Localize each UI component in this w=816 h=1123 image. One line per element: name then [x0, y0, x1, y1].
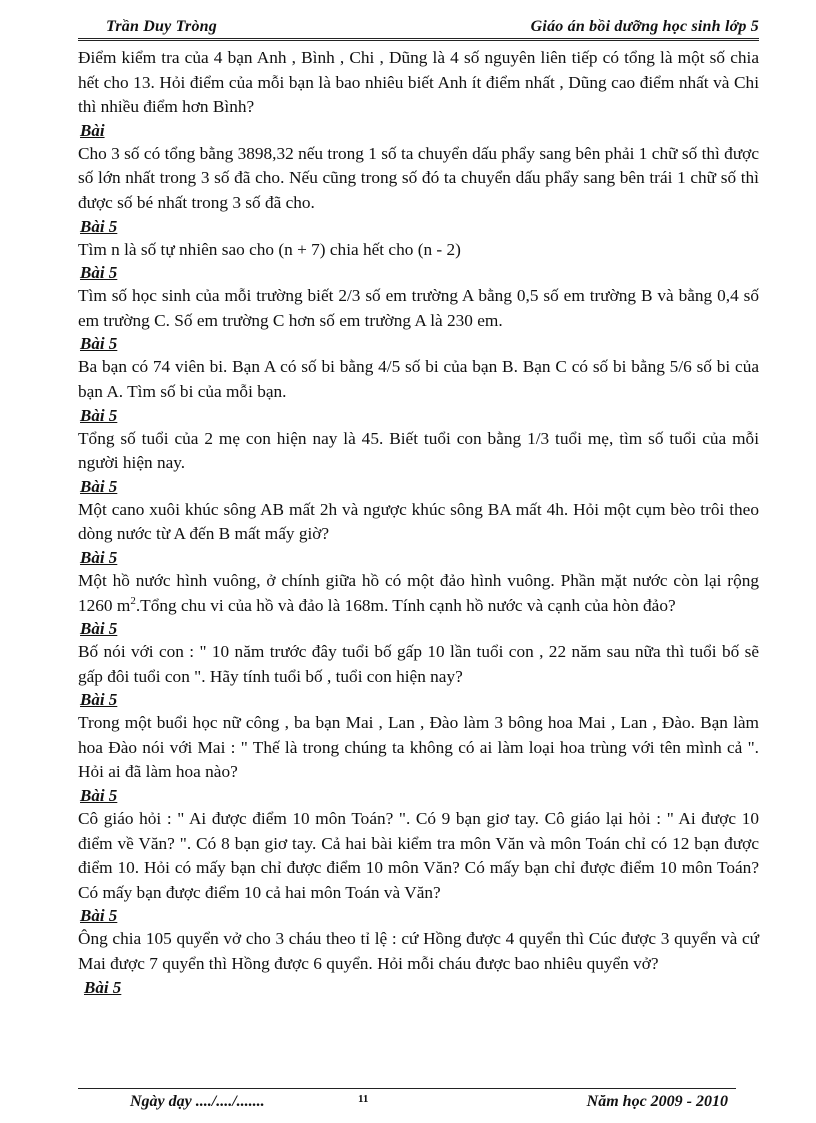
footer-date: Ngày dạy ..../..../....... — [130, 1093, 265, 1110]
header-divider — [78, 38, 759, 41]
problem-text-part: Một hồ nước hình vuông, ở chính giữa hồ có một đảo hình vuông. Phần mặt nước còn lại rộng 1260 m — [78, 570, 759, 615]
problem-title: Bài 5 — [80, 263, 118, 283]
problem-text: Ông chia 105 quyển vở cho 3 cháu theo tỉ lệ : cứ Hồng được 4 quyển thì Cúc được 3 quyển và cứ Mai được 7 quyển thì Hồng được 6 quyển. Hỏi mỗi cháu được bao nhiêu quyển vở? — [78, 929, 759, 974]
problem-text: Tổng số tuổi của 2 mẹ con hiện nay là 45. Biết tuổi con bằng 1/3 tuổi mẹ, tìm số tuổi của mỗi người hiện nay. — [78, 428, 759, 473]
superscript: 2 — [130, 594, 136, 607]
document-body — [78, 46, 759, 999]
problem-text: Tìm số học sinh của mỗi trường biết 2/3 số em trường A bằng 0,5 số em trường B và bằng 0,4 số em trường C. Số em trường C hơn số em trường A là 230 em. — [78, 286, 759, 330]
header-author: Trần Duy Tròng — [106, 18, 217, 35]
problem-title: Bài 5 — [80, 906, 118, 926]
problem-title: Bài 5 — [80, 216, 118, 236]
problem-title: Bài 5 — [80, 476, 118, 496]
problem-title: Bài 5 — [80, 405, 118, 425]
problem-title: Bài 5 — [80, 547, 118, 567]
problem-text: Cô giáo hỏi : " Ai được điểm 10 môn Toán? ". Có 9 bạn giơ tay. Cô giáo lại hỏi : " Ai được 10 điểm về Văn? ". Có 8 bạn giơ tay. Cả hai bài kiểm tra môn Văn và môn Toán chỉ có 12 bạn được điểm 10. Hỏi có mấy bạn chỉ được điểm 10 môn Văn? Có mấy bạn chỉ được điểm 10 môn Toán? Có mấy bạn được điểm 10 cả hai môn Toán và Văn? — [78, 809, 759, 902]
footer-divider — [78, 1088, 736, 1089]
footer-school-year: Năm học 2009 - 2010 — [586, 1093, 728, 1110]
problem-title: Bài 5 — [84, 977, 122, 997]
page-footer — [78, 1093, 736, 1115]
problem-text-part: .Tổng chu vi của hồ và đảo là 168m. Tính cạnh hồ nước và cạnh của hòn đảo? — [135, 595, 676, 615]
problem-text: Một cano xuôi khúc sông AB mất 2h và ngược khúc sông BA mất 4h. Hỏi một cụm bèo trôi theo dòng nước từ A đến B mất mấy giờ? — [78, 499, 759, 544]
page-header — [78, 16, 759, 38]
problem-text: Ba bạn có 74 viên bi. Bạn A có số bi bằng 4/5 số bi của bạn B. Bạn C có số bi bằng 5/6 số bi của bạn A. Tìm số bi của mỗi bạn. — [78, 357, 759, 401]
problem-text: Bố nói với con : " 10 năm trước đây tuổi bố gấp 10 lần tuổi con , 22 năm sau nữa thì tuổi bố sẽ gấp đôi tuổi con ". Hãy tính tuổi bố , tuổi con hiện nay? — [78, 642, 759, 686]
problem-title: Bài 5 — [80, 690, 118, 710]
page-number: 11 — [358, 1093, 369, 1105]
header-title: Giáo án bồi dưỡng học sinh lớp 5 — [530, 18, 759, 35]
problem-title: Bài 5 — [80, 619, 118, 639]
problem-title: Bài — [80, 120, 105, 140]
problem-text: Trong một buổi học nữ công , ba bạn Mai , Lan , Đào làm 3 bông hoa Mai , Lan , Đào. Bạn làm hoa Đào nói với Mai : " Thế là trong chúng ta không có ai làm loại hoa trùng với tên mình cả ". Hỏi ai đã làm hoa nào? — [78, 713, 759, 782]
problem-title: Bài 5 — [80, 786, 118, 806]
problem-text — [78, 569, 759, 618]
problem-text: Điểm kiểm tra của 4 bạn Anh , Bình , Chi , Dũng là 4 số nguyên liên tiếp có tổng là một số chia hết cho 13. Hỏi điểm của mỗi bạn là bao nhiêu biết Anh ít điểm nhất , Dũng cao điểm nhất và Chi thì nhiều điểm hơn Bình? — [78, 48, 759, 117]
problem-text: Cho 3 số có tổng bằng 3898,32 nếu trong 1 số ta chuyển dấu phẩy sang bên phải 1 chữ số thì được số lớn nhất trong 3 số đã cho. Nếu cũng trong số đó ta chuyển dấu phẩy sang bên trái 1 chữ số thì được số bé nhất trong 3 số đã cho. — [78, 143, 759, 212]
problem-title: Bài 5 — [80, 334, 118, 354]
problem-text: Tìm n là số tự nhiên sao cho (n + 7) chia hết cho (n - 2) — [78, 239, 461, 259]
